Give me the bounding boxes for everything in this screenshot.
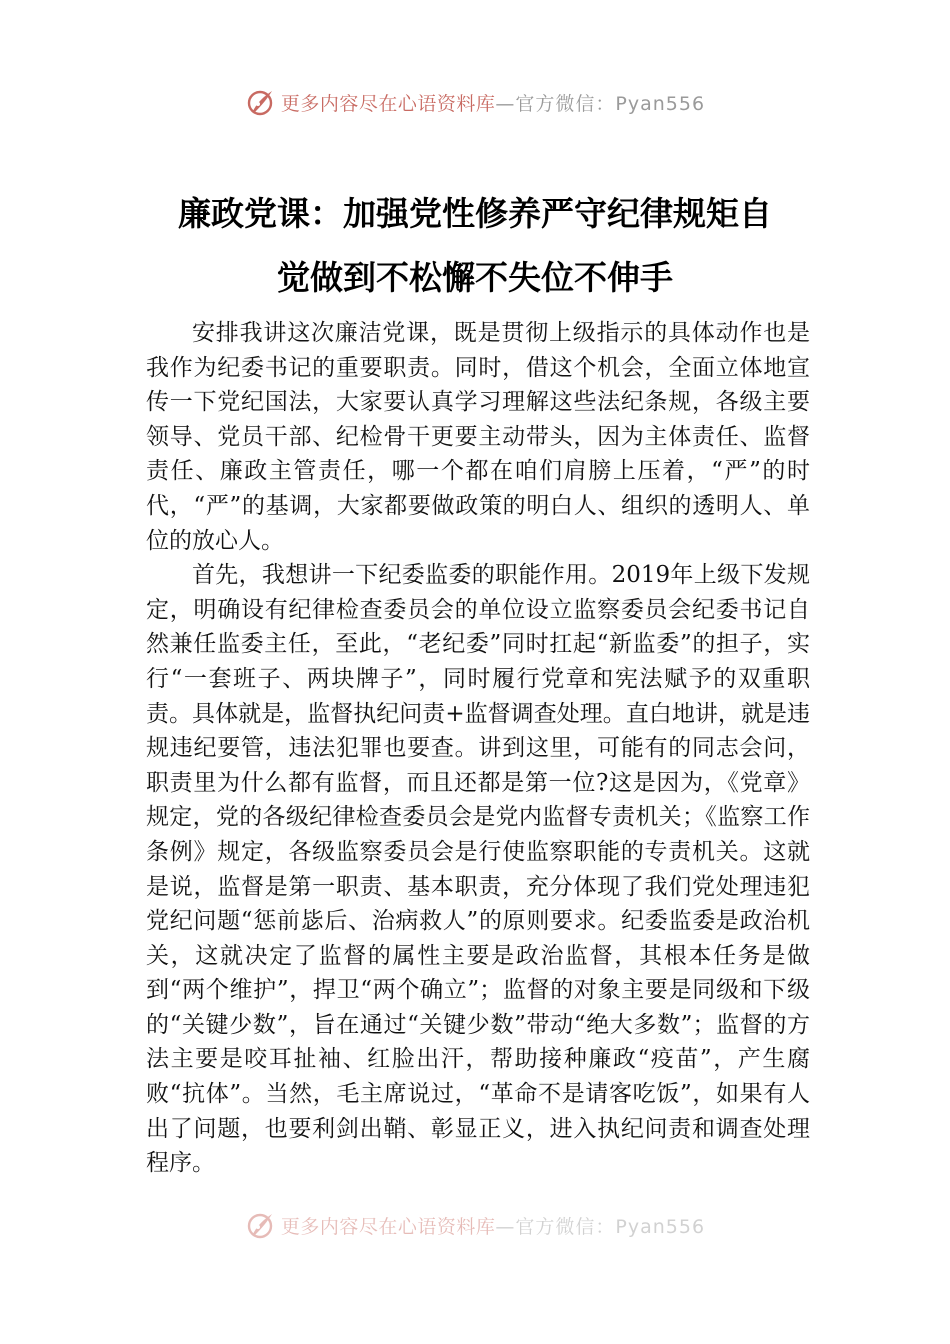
document-title-line-1: 廉政党课：加强党性修养严守纪律规矩自 <box>178 194 772 233</box>
document-title-line-2: 觉做到不松懈不失位不伸手 <box>277 258 673 297</box>
watermark-wechat-text: —官方微信：Pyan556 <box>495 92 706 115</box>
body-paragraph-1: 安排我讲这次廉洁党课，既是贯彻上级指示的具体动作也是我作为纪委书记的重要职责。同时，借这个机会，全面立体地宣传一下党纪国法，大家要认真学习理解这些法纪条规，各级主要领导、党员干部、纪检骨干更要主动带头，因为主体责任、监督责任、廉政主管责任，哪一个都在咱们肩膀上压着，“严”的时代，“严”的基调，大家都要做政策的明白人、组织的透明人、单位的放心人。 <box>146 320 810 554</box>
quill-logo-icon <box>245 87 275 117</box>
watermark-wechat-text: —官方微信：Pyan556 <box>495 1215 706 1238</box>
document-body <box>146 316 810 1181</box>
quill-logo-icon <box>245 1210 275 1240</box>
watermark-site-text: 更多内容尽在心语资料库 <box>280 1215 496 1238</box>
footer-watermark <box>0 1207 950 1243</box>
body-paragraph-2: 首先，我想讲一下纪委监委的职能作用。2019年上级下发规定，明确设有纪律检查委员会的单位设立监察委员会纪委书记自然兼任监委主任，至此，“老纪委”同时扛起“新监委”的担子，实行“一套班子、两块牌子”，同时履行党章和宪法赋予的双重职责。具体就是，监督执纪问责+监督调查处理。直白地讲，就是违规违纪要管，违法犯罪也要查。讲到这里，可能有的同志会问，职责里为什么都有监督，而且还都是第一位?这是因为，《党章》规定，党的各级纪律检查委员会是党内监督专责机关；《监察工作条例》规定，各级监察委员会是行使监察职能的专责机关。这就是说，监督是第一职责、基本职责，充分体现了我们党处理违犯党纪问题“惩前毖后、治病救人”的原则要求。纪委监委是政治机关，这就决定了监督的属性主要是政治监督，其根本任务是做到“两个维护”，捍卫“两个确立”；监督的对象主要是同级和下级的“关键少数”，旨在通过“关键少数”带动“绝大多数”；监督的方法主要是咬耳扯袖、红脸出汗，帮助接种廉政“疫苗”，产生腐败“抗体”。当然，毛主席说过，“革命不是请客吃饭”，如果有人出了问题，也要利剑出鞘、彰显正义，进入执纪问责和调查处理程序。 <box>146 562 810 1177</box>
watermark-site-text: 更多内容尽在心语资料库 <box>280 92 496 115</box>
header-watermark <box>0 84 950 120</box>
